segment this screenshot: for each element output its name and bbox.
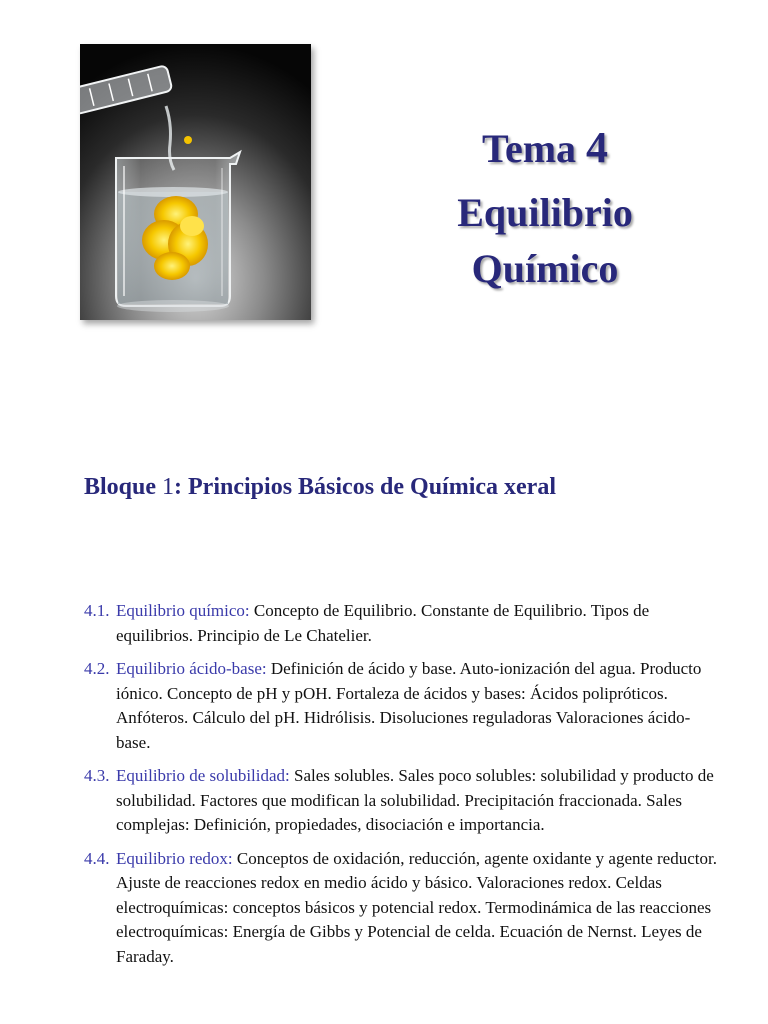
bloque-number: 1 [162, 474, 175, 500]
topic-text [116, 599, 724, 648]
topic-name: Equilibrio redox: [116, 848, 233, 868]
topic-description: Definición de ácido y base. Auto-ionización del agua. Producto iónico. Concepto de pH y pOH. Fortaleza de ácidos y bases: Ácidos polipróticos. Anfóteros. Cálculo del pH. Hidrólisis. Disoluciones reguladoras Valoraciones ácido-base. [116, 659, 702, 752]
topic-item [84, 657, 724, 755]
topic-name: Equilibrio ácido-base: [116, 659, 267, 678]
topic-number: 4.1. [84, 601, 110, 620]
topic-number: 4.2. [84, 659, 110, 678]
topic-text [116, 657, 724, 755]
tema-heading [400, 118, 690, 179]
main-title [400, 185, 690, 297]
topic-number: 4.3. [84, 766, 110, 785]
bloque-word: Bloque [84, 474, 157, 500]
topic-name: Equilibrio de solubilidad: [116, 766, 290, 785]
topic-name: Equilibrio químico: [116, 601, 250, 620]
beaker-photo [80, 44, 311, 320]
topic-description: Concepto de Equilibrio. Constante de Equilibrio. Tipos de equilibrios. Principio de Le Chatelier. [116, 601, 650, 645]
topic-text [116, 764, 724, 838]
title-line-1: Equilibrio [457, 190, 633, 235]
title-block [400, 118, 690, 297]
tema-word: Tema [481, 126, 577, 171]
topic-item [84, 847, 724, 970]
topic-description: Conceptos de oxidación, reducción, agente oxidante y agente reductor. Ajuste de reacciones redox en medio ácido y básico. Valoraciones redox. Celdas electroquímicas: conceptos básicos y potencial redox. Termodinámica de las reacciones electroquímicas: Energía de Gibbs y Potencial de celda. Ecuación de Nernst. Leyes de Faraday. [116, 848, 717, 966]
topic-number: 4.4. [84, 848, 110, 868]
tema-number: 4 [586, 123, 609, 172]
topic-description: Sales solubles. Sales poco solubles: solubilidad y producto de solubilidad. Factores que modifican la solubilidad. Precipitación fraccionada. Sales complejas: Definición, propiedades, disociación e importancia. [116, 766, 714, 834]
topic-list [84, 599, 724, 978]
beaker [116, 152, 240, 312]
title-line-2: Químico [471, 246, 619, 291]
topic-item [84, 764, 724, 838]
topic-item [84, 599, 724, 648]
bloque-heading [84, 474, 724, 501]
bloque-title: : Principios Básicos de Química xeral [174, 474, 557, 500]
topic-text [116, 847, 724, 970]
